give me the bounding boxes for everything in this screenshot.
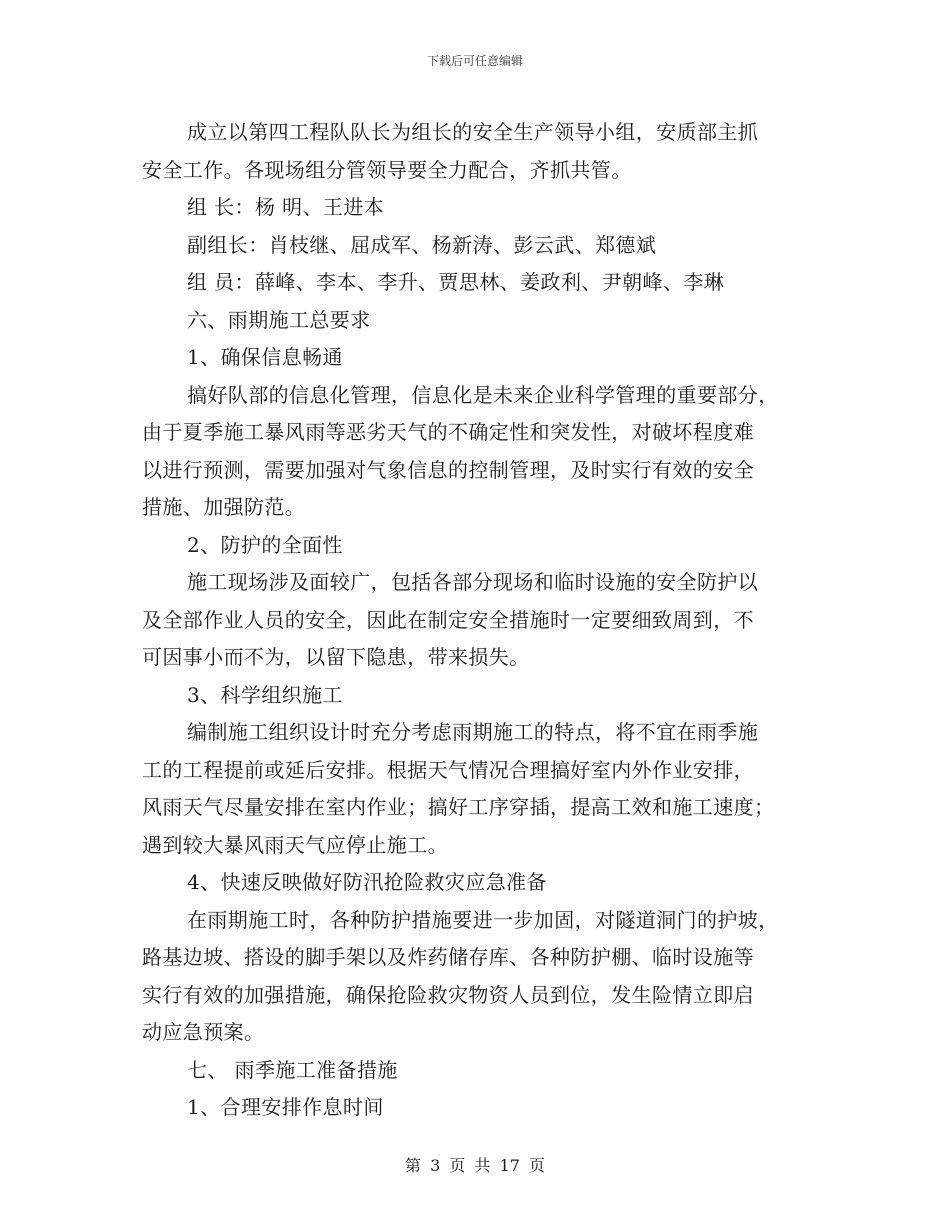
text-line: 3、科学组织施工 — [187, 682, 343, 707]
text-line: 副组长：肖枝继、屈成军、杨新涛、彭云武、郑德斌 — [187, 232, 657, 257]
document-body — [142, 114, 812, 1127]
text-line: 搞好队部的信息化管理，信息化是未来企业科学管理的重要部分， — [187, 382, 779, 407]
text-line: 成立以第四工程队队长为组长的安全生产领导小组，安质部主抓 — [187, 120, 759, 144]
text-line: 风雨天气尽量安排在室内作业；搞好工序穿插，提高工效和施工速度； — [142, 795, 775, 819]
text-line: 及全部作业人员的安全，因此在制定安全措施时一定要细致周到，不 — [142, 607, 754, 632]
text-line: 由于夏季施工暴风雨等恶劣天气的不确定性和突发性，对破坏程度难 — [142, 420, 754, 444]
text-line: 在雨期施工时，各种防护措施要进一步加固，对隧道洞门的护坡， — [187, 907, 779, 932]
text-line: 动应急预案。 — [142, 1020, 265, 1044]
text-line: 安全工作。各现场组分管领导要全力配合，齐抓共管。 — [142, 157, 632, 182]
text-line: 4、快速反映做好防汛抢险救灾应急准备 — [187, 870, 547, 894]
text-line: 以进行预测，需要加强对气象信息的控制管理，及时实行有效的安全 — [142, 457, 754, 482]
text-line: 组 员：薛峰、李本、李升、贾思林、姜政利、尹朝峰、李琳 — [187, 270, 725, 294]
text-line: 实行有效的加强措施，确保抢险救灾物资人员到位，发生险情立即启 — [142, 982, 754, 1007]
page-header: 下载后可任意编辑 — [426, 54, 523, 68]
text-line: 路基边坡、搭设的脚手架以及炸药储存库、各种防护棚、临时设施等 — [142, 945, 754, 969]
text-line: 六、雨期施工总要求 — [187, 307, 371, 332]
page-footer: 第 3 页 共 17 页 — [405, 1156, 545, 1175]
text-line: 组 长：杨 明、王进本 — [187, 195, 385, 219]
text-line: 七、 雨季施工准备措施 — [187, 1057, 398, 1082]
text-line: 施工现场涉及面较广，包括各部分现场和临时设施的安全防护以 — [187, 570, 759, 594]
text-line: 遇到较大暴风雨天气应停止施工。 — [142, 832, 448, 857]
text-line: 1、确保信息畅通 — [187, 345, 343, 369]
text-line: 编制施工组织设计时充分考虑雨期施工的特点，将不宜在雨季施 — [187, 720, 759, 744]
text-line: 2、防护的全面性 — [187, 532, 343, 557]
text-line: 可因事小而不为，以留下隐患，带来损失。 — [142, 645, 530, 669]
text-line: 1、合理安排作息时间 — [187, 1095, 384, 1119]
text-line: 工的工程提前或延后安排。根据天气情况合理搞好室内外作业安排， — [142, 757, 754, 782]
text-line: 措施、加强防范。 — [142, 495, 306, 519]
